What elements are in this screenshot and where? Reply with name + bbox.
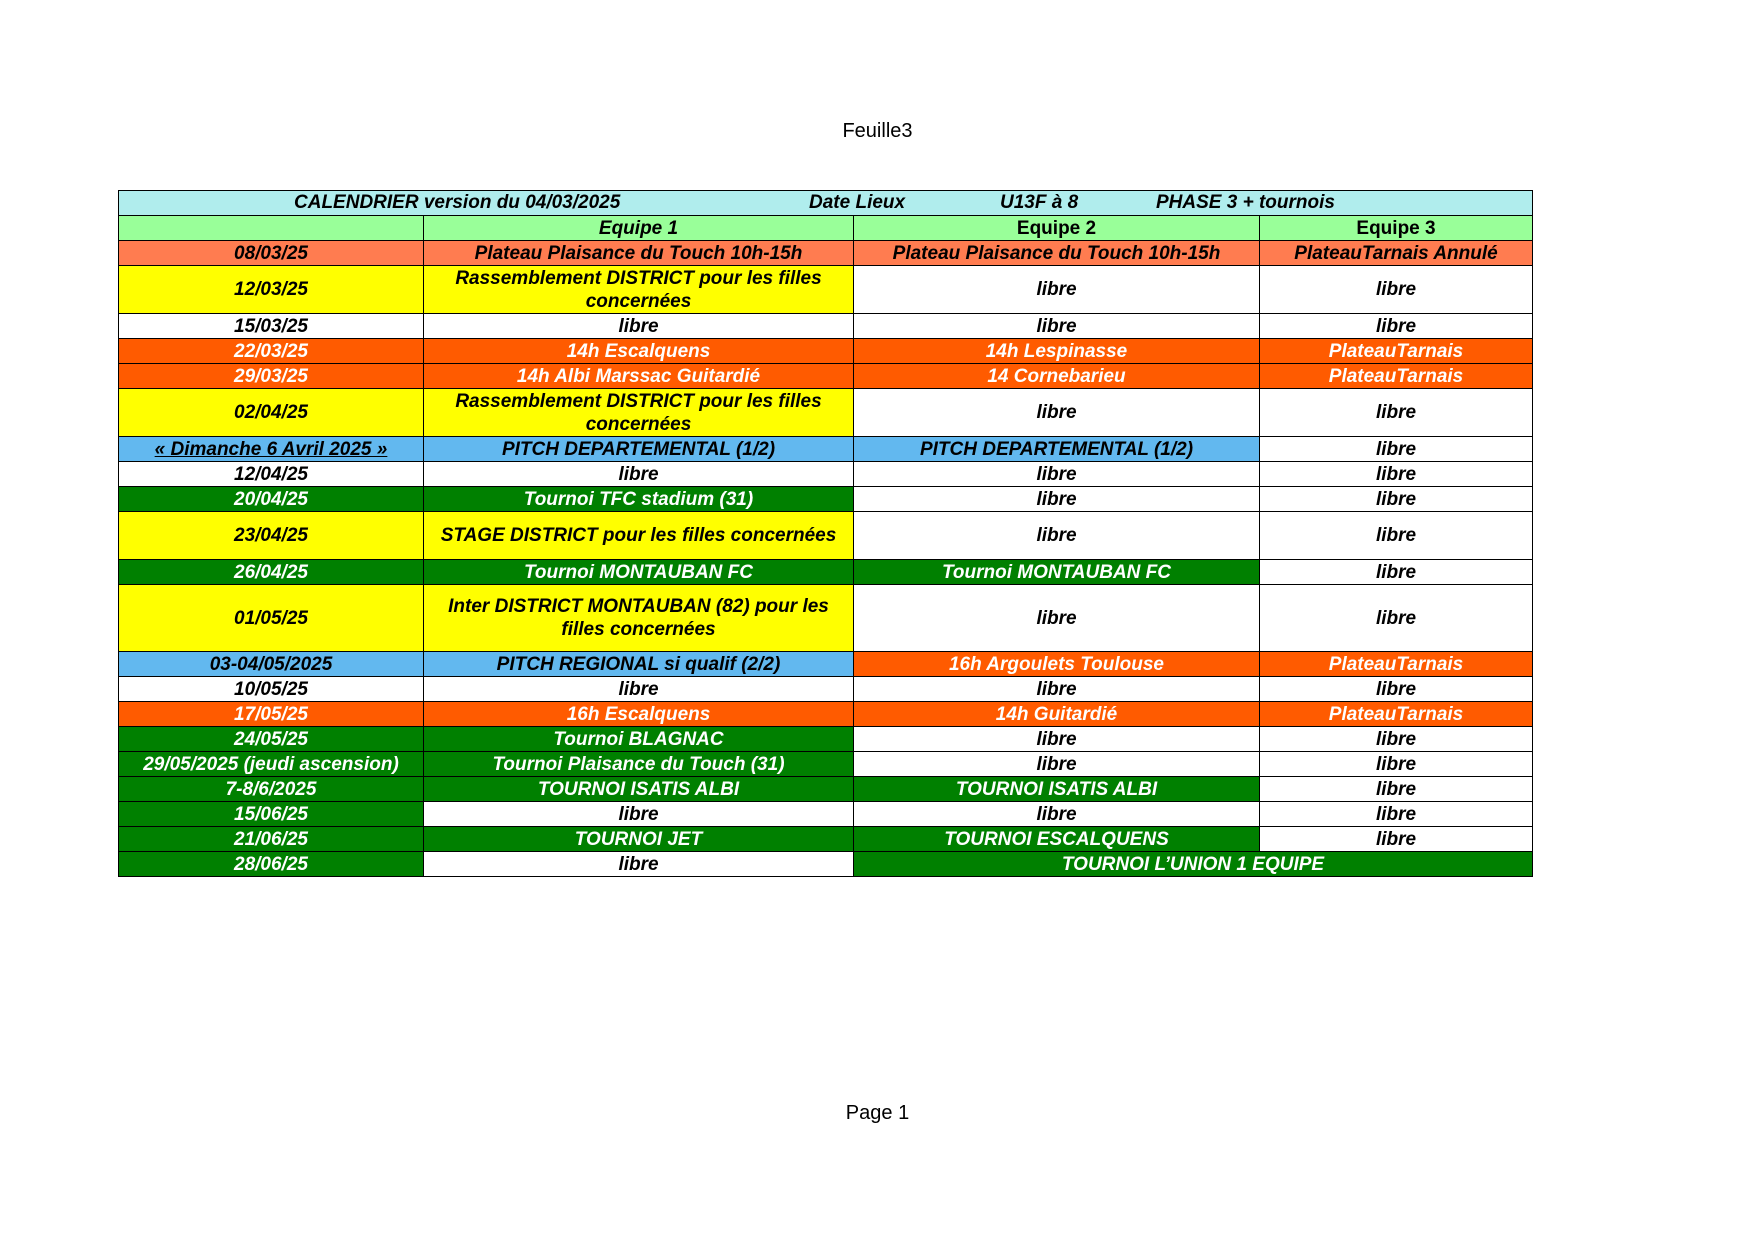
equipe-1-cell: Inter DISTRICT MONTAUBAN (82) pour les filles concernées — [424, 585, 854, 652]
equipe-1-cell: libre — [424, 852, 854, 877]
equipe-2-cell: TOURNOI ESCALQUENS — [854, 827, 1260, 852]
date-cell: 26/04/25 — [119, 560, 424, 585]
table-row — [119, 652, 1533, 677]
equipe-3-cell: libre — [1260, 677, 1533, 702]
date-lieux-label: Date Lieux — [809, 192, 906, 213]
equipe-3-cell: libre — [1260, 752, 1533, 777]
equipe-1-cell: Tournoi TFC stadium (31) — [424, 487, 854, 512]
equipe-3-cell: libre — [1260, 437, 1533, 462]
header-row — [119, 216, 1533, 241]
date-cell: 03-04/05/2025 — [119, 652, 424, 677]
table-row — [119, 364, 1533, 389]
equipe-1-cell: libre — [424, 314, 854, 339]
equipe-3-cell: PlateauTarnais — [1260, 652, 1533, 677]
header-equipe-2: Equipe 2 — [854, 216, 1260, 241]
date-cell: 01/05/25 — [119, 585, 424, 652]
equipe-3-cell: libre — [1260, 560, 1533, 585]
equipe-2-cell: libre — [854, 512, 1260, 560]
title-cell — [119, 191, 1533, 216]
equipe-1-cell: Rassemblement DISTRICT pour les filles concernées — [424, 266, 854, 314]
equipe-2-cell: TOURNOI ISATIS ALBI — [854, 777, 1260, 802]
equipe-2-cell: 14h Lespinasse — [854, 339, 1260, 364]
equipe-1-cell: Tournoi Plaisance du Touch (31) — [424, 752, 854, 777]
equipe-1-cell: 14h Albi Marssac Guitardié — [424, 364, 854, 389]
table-row — [119, 437, 1533, 462]
date-cell: 28/06/25 — [119, 852, 424, 877]
table-row — [119, 560, 1533, 585]
equipe-2-cell: libre — [854, 752, 1260, 777]
equipe-1-cell: PITCH REGIONAL si qualif (2/2) — [424, 652, 854, 677]
date-cell: « Dimanche 6 Avril 2025 » — [119, 437, 424, 462]
equipe-2-cell: libre — [854, 802, 1260, 827]
header-equipe-3: Equipe 3 — [1260, 216, 1533, 241]
title-row — [119, 191, 1533, 216]
equipe-1-cell: TOURNOI ISATIS ALBI — [424, 777, 854, 802]
equipe-2-cell: Plateau Plaisance du Touch 10h-15h — [854, 241, 1260, 266]
equipe-3-cell: libre — [1260, 585, 1533, 652]
equipe-2-cell: 14 Cornebarieu — [854, 364, 1260, 389]
equipe-3-cell: PlateauTarnais — [1260, 339, 1533, 364]
table-row — [119, 827, 1533, 852]
category-label: U13F à 8 — [1000, 192, 1079, 213]
equipe-3-cell: libre — [1260, 266, 1533, 314]
equipe-3-cell: libre — [1260, 827, 1533, 852]
equipe-3-cell: libre — [1260, 462, 1533, 487]
equipe-3-cell: libre — [1260, 512, 1533, 560]
equipe-1-cell: 16h Escalquens — [424, 702, 854, 727]
date-cell: 20/04/25 — [119, 487, 424, 512]
equipe-3-cell: libre — [1260, 314, 1533, 339]
equipe-1-cell: Tournoi BLAGNAC — [424, 727, 854, 752]
equipe-2-cell: Tournoi MONTAUBAN FC — [854, 560, 1260, 585]
date-cell: 12/04/25 — [119, 462, 424, 487]
equipe-2-cell: libre — [854, 487, 1260, 512]
equipe-2-cell: libre — [854, 389, 1260, 437]
table-row — [119, 266, 1533, 314]
equipe-2-cell: PITCH DEPARTEMENTAL (1/2) — [854, 437, 1260, 462]
equipe-3-cell: PlateauTarnais Annulé — [1260, 241, 1533, 266]
phase-label: PHASE 3 + tournois — [1156, 192, 1335, 213]
table-row — [119, 241, 1533, 266]
calendar-version-title: CALENDRIER version du 04/03/2025 — [294, 192, 621, 213]
date-cell: 21/06/25 — [119, 827, 424, 852]
header-equipe-1: Equipe 1 — [424, 216, 854, 241]
table-row — [119, 852, 1533, 877]
equipe-1-cell: libre — [424, 802, 854, 827]
equipe-3-cell: PlateauTarnais — [1260, 364, 1533, 389]
equipe-1-cell: Rassemblement DISTRICT pour les filles concernées — [424, 389, 854, 437]
equipe-2-cell: 14h Guitardié — [854, 702, 1260, 727]
table-row — [119, 802, 1533, 827]
table-row — [119, 702, 1533, 727]
sheet-name: Feuille3 — [842, 120, 913, 142]
equipe-1-cell: PITCH DEPARTEMENTAL (1/2) — [424, 437, 854, 462]
header-date — [119, 216, 424, 241]
date-cell: 08/03/25 — [119, 241, 424, 266]
equipe-1-cell: 14h Escalquens — [424, 339, 854, 364]
table-row — [119, 462, 1533, 487]
date-cell: 29/03/25 — [119, 364, 424, 389]
table-row — [119, 314, 1533, 339]
equipe-1-cell: Tournoi MONTAUBAN FC — [424, 560, 854, 585]
equipe-2-cell: libre — [854, 462, 1260, 487]
equipe-3-cell: PlateauTarnais — [1260, 702, 1533, 727]
date-cell: 10/05/25 — [119, 677, 424, 702]
equipe-3-cell: libre — [1260, 389, 1533, 437]
equipe-1-cell: Plateau Plaisance du Touch 10h-15h — [424, 241, 854, 266]
table-row — [119, 752, 1533, 777]
equipe-3-cell: libre — [1260, 777, 1533, 802]
date-cell: 22/03/25 — [119, 339, 424, 364]
equipe-2-cell: libre — [854, 314, 1260, 339]
equipe-1-cell: libre — [424, 462, 854, 487]
calendar-table — [118, 190, 1533, 877]
equipe-2-cell: libre — [854, 585, 1260, 652]
date-cell: 29/05/2025 (jeudi ascension) — [119, 752, 424, 777]
table-row — [119, 487, 1533, 512]
table-row — [119, 389, 1533, 437]
date-cell: 15/06/25 — [119, 802, 424, 827]
date-cell: 15/03/25 — [119, 314, 424, 339]
table-row — [119, 512, 1533, 560]
date-cell: 12/03/25 — [119, 266, 424, 314]
date-cell: 23/04/25 — [119, 512, 424, 560]
equipe-3-cell: libre — [1260, 487, 1533, 512]
table-row — [119, 677, 1533, 702]
equipe-1-cell: libre — [424, 677, 854, 702]
date-cell: 02/04/25 — [119, 389, 424, 437]
table-row — [119, 777, 1533, 802]
equipe-3-cell: libre — [1260, 802, 1533, 827]
equipe-2-3-merged-cell: TOURNOI L’UNION 1 EQUIPE — [854, 852, 1533, 877]
equipe-2-cell: libre — [854, 677, 1260, 702]
equipe-3-cell: libre — [1260, 727, 1533, 752]
table-row — [119, 585, 1533, 652]
equipe-2-cell: libre — [854, 727, 1260, 752]
table-row — [119, 727, 1533, 752]
equipe-2-cell: libre — [854, 266, 1260, 314]
equipe-1-cell: STAGE DISTRICT pour les filles concernées — [424, 512, 854, 560]
date-cell: 7-8/6/2025 — [119, 777, 424, 802]
equipe-2-cell: 16h Argoulets Toulouse — [854, 652, 1260, 677]
equipe-1-cell: TOURNOI JET — [424, 827, 854, 852]
page-number: Page 1 — [845, 1102, 910, 1124]
date-cell: 24/05/25 — [119, 727, 424, 752]
date-cell: 17/05/25 — [119, 702, 424, 727]
table-row — [119, 339, 1533, 364]
